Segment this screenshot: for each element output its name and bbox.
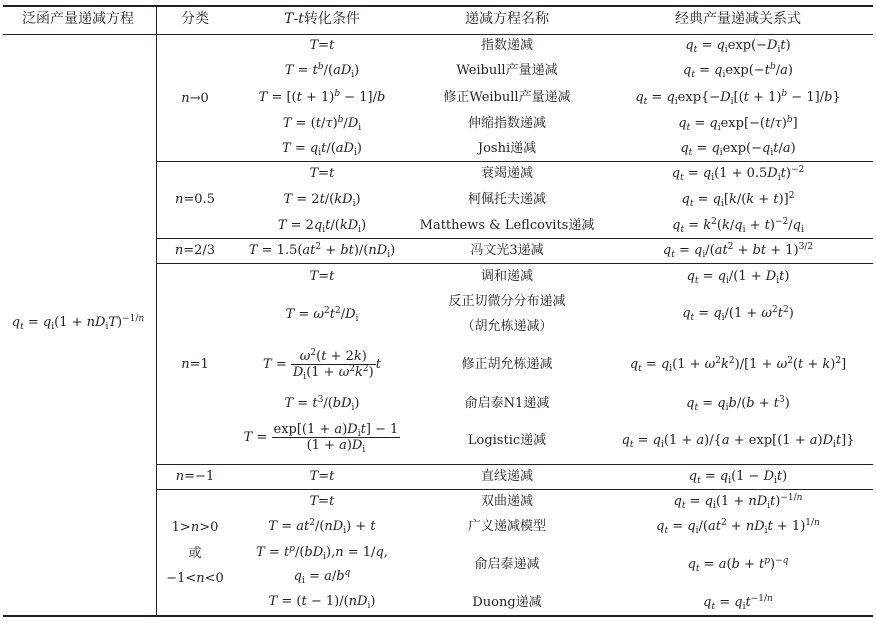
condition-cell: T=t (309, 166, 335, 181)
equation-name-cell: Logistic递减 (467, 433, 547, 448)
equation-name-cell: Joshi递减 (477, 141, 537, 156)
equation-name-cell: Duong递减 (472, 595, 542, 610)
header-rule (3, 34, 873, 35)
equation-name-cell: 修正胡允栋递减 (461, 357, 553, 372)
condition-cell: $T = t^p/(bD_i),n = 1/q$, (256, 544, 388, 562)
condition-cell: T = $\frac{\omega^2(t + 2k)}{D_i(1 + \omega^2k^2)}$ t (263, 348, 381, 382)
equation-name-cell: 俞启泰递减 (474, 557, 540, 572)
equation-name-cell: 直线递减 (480, 469, 533, 484)
condition-cell: $T = 1.5(at^2 + bt)/(nD_i)$ (248, 242, 396, 260)
relation-cell: $q_t = q_ib/(b + t^3)$ (686, 395, 790, 413)
condition-cell: T=t (309, 38, 335, 53)
category-hyperbolic-line3: −1<n<0 (166, 571, 224, 586)
group-rule-5 (157, 489, 873, 490)
equation-name-cell: 柯佩托夫递减 (467, 192, 546, 207)
header-transform-condition: T-t转化条件 (284, 11, 360, 27)
relation-cell: $q_t = q_i\exp(-t^b/a)$ (683, 62, 793, 80)
relation-cell: $q_t = q_i/(1 + \omega^2t^2)$ (682, 305, 794, 323)
relation-cell: $q_t = q_i/(1 + D_it)$ (686, 269, 790, 286)
equation-name-cell: 伸缩指数递减 (467, 116, 546, 131)
equation-name-cell: 指数递减 (480, 38, 533, 53)
condition-cell: $T = t^b/(aD_i)$ (284, 62, 360, 80)
relation-cell: $q_t = k^2(k/q_i + t)^{-2}/q_i$ (672, 217, 804, 235)
category-n-1: n=1 (181, 357, 209, 372)
relation-cell: $q_t = q_i/(at^2 + nD_it + 1)^{1/n}$ (656, 518, 820, 536)
condition-cell: $T = \omega^2t^2/D_i$ (285, 306, 359, 324)
condition-cell: T=t (309, 469, 335, 484)
equation-name-cell: 调和递减 (480, 269, 533, 284)
equation-name-cell: 冯文光3递减 (470, 243, 544, 258)
header-equation-name: 递减方程名称 (465, 11, 549, 27)
top-rule (3, 5, 873, 7)
relation-cell: $q_t = q_i\exp[-(t/\tau)^b]$ (678, 115, 798, 133)
relation-cell: $q_t = q_i[k/(k + t)]^2$ (681, 191, 795, 209)
condition-cell: $T = (t/\tau)^b/D_i$ (282, 115, 362, 133)
equation-name-cell: 修正Weibull产量递减 (443, 90, 571, 105)
equation-name-cell: Weibull产量递减 (456, 63, 558, 78)
relation-cell: $q_t = q_i\exp(-q_it/a)$ (680, 141, 796, 158)
condition-cell: $T = at^2/(nD_i) + t$ (268, 518, 376, 536)
group-rule-4 (157, 464, 873, 465)
relation-cell: $q_t = q_i(1 - D_it)$ (688, 469, 788, 486)
equation-name-cell: Matthews & Leflcovits递减 (419, 218, 595, 233)
equation-name-cell: 反正切微分分布递减 (448, 294, 566, 309)
relation-cell: $q_t = q_i\exp(-D_it)$ (685, 38, 791, 55)
group-rule-1 (157, 161, 873, 162)
category-n-2-3: n=2/3 (174, 243, 216, 258)
condition-cell: $T = t^3/(bD_i)$ (284, 395, 360, 413)
category-n-to-0: n→0 (181, 91, 209, 106)
category-hyperbolic-line2: 或 (188, 546, 202, 561)
relation-cell: $q_t = a(b + t^p)^{-q}$ (687, 556, 789, 574)
equation-name-cell-line2: （胡允栋递减） (461, 319, 553, 334)
condition-cell: $T = [(t + 1)^b - 1]/b$ (258, 89, 386, 105)
condition-cell: T = $\frac{\exp[(1 + a)D_it] - 1}{(1 + a)D_i}$ (243, 422, 399, 455)
bottom-rule (3, 615, 873, 617)
condition-cell-line2: $q_i = a/b^q$ (293, 568, 351, 586)
relation-cell: $q_t = q_i(1 + 0.5D_it)^{-2}$ (671, 165, 805, 183)
group-rule-2 (157, 238, 873, 239)
relation-cell: $q_t = q_i(1 + nD_it)^{-1/n}$ (673, 493, 803, 511)
category-hyperbolic-line1: 1>n>0 (171, 520, 219, 535)
equation-name-cell: 广义递减模型 (467, 519, 546, 534)
condition-cell: $T = q_it/(aD_i)$ (282, 141, 362, 158)
category-n-minus-1: n=−1 (175, 469, 215, 484)
relation-cell: $q_t = q_i/(at^2$ + bt + 1)$^{3/2}$ (662, 242, 814, 260)
relation-cell: $q_t = q_it^{-1/n}$ (703, 594, 773, 612)
column-divider (156, 5, 157, 616)
relation-cell: $q_t = q_i(1 + a)/\{a + \exp[(1 + a)D_it]\}$ (621, 433, 855, 450)
category-n-0.5: n=0.5 (175, 192, 215, 207)
header-category: 分类 (181, 11, 209, 27)
equation-name-cell: 俞启泰N1递减 (464, 396, 550, 411)
group-rule-3 (157, 263, 873, 264)
header-general-equation: 泛函产量递减方程 (22, 11, 134, 27)
header-relation: 经典产量递减关系式 (675, 11, 801, 27)
condition-cell: $T = 2q_it/(kD_i)$ (277, 218, 367, 235)
general-formula: $q_t = q_i(1 + nD_iT)^{-1/n}$ (11, 314, 145, 332)
condition-cell: $T = 2t/(kD_i)$ (283, 192, 361, 209)
relation-cell: $q_t = q_i\exp\{-D_i[(t + 1)^b - 1]/b\}$ (635, 89, 841, 107)
condition-cell: T=t (309, 494, 335, 509)
equation-name-cell: 双曲递减 (480, 494, 533, 509)
relation-cell: $q_t = q_i(1 + \omega^2k^2)/[1 + \omega^2(t + k)^2]$ (629, 356, 847, 374)
equation-name-cell: 衰竭递减 (480, 166, 533, 181)
condition-cell: T=t (309, 269, 335, 284)
condition-cell: $T = (t - 1)/(nD_i)$ (268, 594, 376, 611)
